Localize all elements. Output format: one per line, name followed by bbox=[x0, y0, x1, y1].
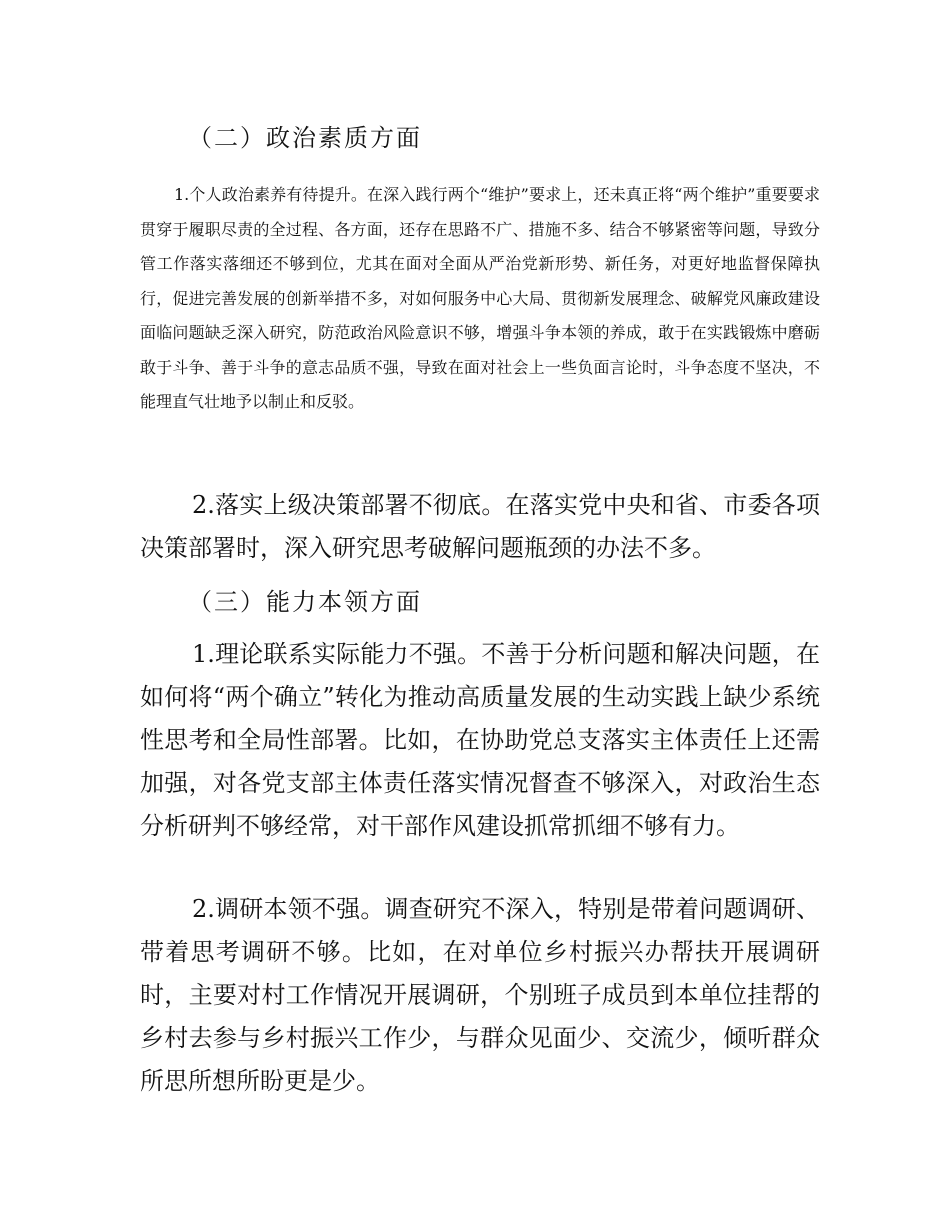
paragraph-research-ability: 2.调研本领不强。调查研究不深入，特别是带着问题调研、带着思考调研不够。比如，在对单位乡村振兴办帮扶开展调研时，主要对村工作情况开展调研，个别班子成员到本单位挂帮的乡村去参与乡村振兴工作少，与群众见面少、交流少，倾听群众所思所想所盼更是少。 bbox=[140, 895, 820, 1095]
paragraph-political-literacy: 1.个人政治素养有待提升。在深入践行两个“维护”要求上，还未真正将“两个维护”重要要求贯穿于履职尽责的全过程、各方面，还存在思路不广、措施不多、结合不够紧密等问题，导致分管工作落实落细还不够到位，尤其在面对全面从严治党新形势、新任务，对更好地监督保障执行，促进完善发展的创新举措不多，对如何服务中心大局、贯彻新发展理念、破解党风廉政建设面临问题缺乏深入研究，防范政治风险意识不够，增强斗争本领的养成，敢于在实践锻炼中磨砺敢于斗争、善于斗争的意志品质不强，导致在面对社会上一些负面言论时，斗争态度不坚决，不能理直气壮地予以制止和反驳。 bbox=[140, 185, 820, 411]
paragraph-theory-practice: 1.理论联系实际能力不强。不善于分析问题和解决问题，在如何将“两个确立”转化为推动高质量发展的生动实践上缺少系统性思考和全局性部署。比如，在协助党总支落实主体责任上还需加强，对各党支部主体责任落实情况督查不够深入，对政治生态分析研判不够经常，对干部作风建设抓常抓细不够有力。 bbox=[140, 640, 820, 840]
section-heading-political-quality: （二）政治素质方面 bbox=[188, 124, 422, 152]
paragraph-decision-implementation: 2.落实上级决策部署不彻底。在落实党中央和省、市委各项决策部署时，深入研究思考破解问题瓶颈的办法不多。 bbox=[140, 491, 820, 562]
section-heading-ability: （三）能力本领方面 bbox=[188, 588, 422, 616]
